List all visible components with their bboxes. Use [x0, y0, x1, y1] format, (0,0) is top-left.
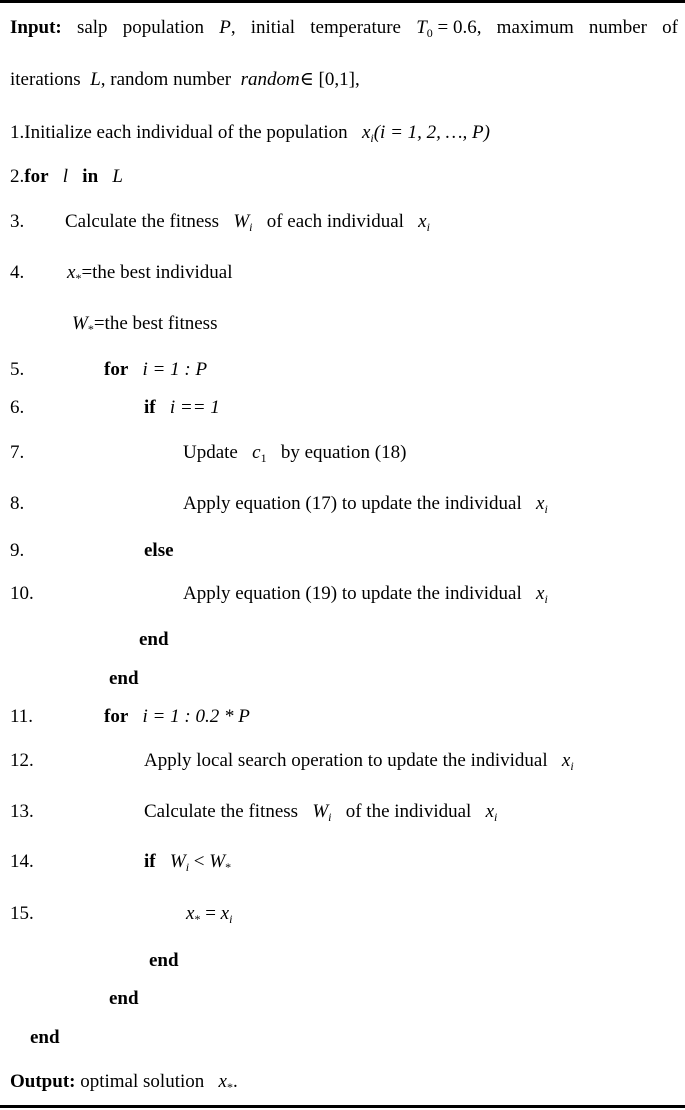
step-7 [183, 441, 406, 465]
step-text: Apply equation (19) to update the individual [183, 583, 522, 604]
step-number: 7. [10, 442, 25, 463]
var-w: W [72, 313, 88, 334]
output-label-tail: t: [62, 1071, 76, 1092]
bottom-rule [0, 1105, 685, 1108]
step-text: Calculate the fitness [65, 211, 220, 232]
step-number: 12. [10, 750, 34, 771]
top-rule [0, 0, 685, 3]
input-temp-value: = 0.6 [437, 17, 477, 38]
input-word: salp [76, 17, 108, 38]
input-word: population [122, 17, 205, 38]
sub-star: * [87, 322, 94, 336]
input-range: ∈ [0,1], [299, 69, 360, 90]
var-w: W [233, 211, 250, 232]
var-x: x [67, 262, 76, 283]
var-x: x [536, 493, 545, 514]
step-text: Update [183, 442, 238, 463]
step-number: 3. [10, 211, 25, 232]
input-word: initial [250, 17, 296, 38]
input-word: temperature [310, 17, 401, 38]
sub-i: i [570, 759, 574, 773]
var-w: W [312, 801, 329, 822]
sub-star: * [75, 271, 82, 285]
input-line-2 [10, 68, 360, 92]
input-word: maximum [496, 17, 574, 38]
step-number: 9. [10, 540, 25, 561]
step-text: Initialize each individual of the population [24, 122, 348, 143]
period: . [232, 1071, 238, 1092]
step-number: 4. [10, 262, 25, 283]
var-w: W [169, 851, 186, 872]
keyword-for: for [104, 706, 129, 727]
var-x: x [536, 583, 545, 604]
sub-i: i [229, 912, 233, 926]
sub-1: 1 [260, 451, 267, 465]
step-number: 8. [10, 493, 25, 514]
sub-i: i [544, 592, 548, 606]
keyword-end: end [149, 950, 179, 971]
keyword-for: for [104, 359, 129, 380]
step-8 [183, 492, 548, 516]
sub-star: * [226, 1080, 233, 1094]
input-iterations: iterations [10, 69, 81, 90]
output-label: Outpu [10, 1071, 63, 1092]
sub-i: i [426, 220, 430, 234]
step-number: 5. [10, 359, 25, 380]
keyword-end: end [30, 1027, 60, 1048]
input-comma: , [230, 17, 236, 38]
step-15 [186, 902, 232, 926]
step-11 [104, 705, 250, 729]
step-number: 14. [10, 851, 34, 872]
var-x: x [220, 903, 230, 924]
step-number: 11. [10, 706, 34, 727]
step-number: 6. [10, 397, 25, 418]
less-than: < [193, 851, 205, 872]
var-w: W [209, 851, 226, 872]
var-x: x [418, 211, 427, 232]
input-random-text: , random number [100, 69, 232, 90]
keyword-in: in [82, 166, 99, 187]
step-5 [104, 358, 207, 382]
step-text: of each individual [266, 211, 404, 232]
step-10 [183, 582, 548, 606]
keyword-if: if [144, 851, 156, 872]
keyword-for: for [24, 166, 49, 187]
output-line [10, 1070, 238, 1094]
index-range: (i = 1, 2, …, P) [373, 122, 490, 143]
step-4b [72, 312, 217, 336]
step-number: 1. [10, 122, 25, 143]
keyword-end: end [109, 988, 139, 1009]
input-word: of [662, 17, 678, 38]
input-var-p: P [219, 17, 231, 38]
keyword-end: end [139, 629, 169, 650]
var-l: l [62, 166, 69, 187]
step-text: =the best individual [81, 262, 233, 283]
step-number: 13. [10, 801, 34, 822]
output-text: optimal solution [80, 1071, 205, 1092]
var-x: x [361, 122, 371, 143]
loop-expression: i = 1 : P [142, 359, 208, 380]
step-text: by equation (18) [280, 442, 407, 463]
step-13 [144, 800, 497, 824]
sub-i: i [370, 131, 374, 145]
var-x: x [561, 750, 571, 771]
sub-star: * [194, 912, 201, 926]
input-word: number [588, 17, 647, 38]
step-text: Apply equation (17) to update the individual [183, 493, 522, 514]
sub-i: i [544, 502, 548, 516]
step-2 [10, 165, 123, 189]
var-x: x [485, 801, 495, 822]
step-number: 10. [10, 583, 34, 604]
condition-expression: i == 1 [169, 397, 220, 418]
input-var-l: L [90, 69, 101, 90]
var-x: x [218, 1071, 227, 1092]
step-4 [67, 261, 233, 285]
keyword-else: else [144, 540, 174, 561]
step-1 [10, 121, 490, 145]
step-text: Calculate the fitness [144, 801, 299, 822]
var-x: x [186, 903, 195, 924]
input-var-t: T [416, 17, 427, 38]
input-sub-0: 0 [426, 26, 433, 40]
sub-i: i [328, 810, 332, 824]
step-6 [144, 396, 220, 420]
step-3 [65, 210, 430, 234]
input-line-1 [10, 16, 678, 40]
sub-i: i [185, 860, 190, 874]
input-comma: , [476, 17, 482, 38]
keyword-if: if [144, 397, 156, 418]
step-14 [144, 850, 231, 874]
keyword-end: end [109, 668, 139, 689]
step-number: 2. [10, 166, 25, 187]
step-text: Apply local search operation to update the individual [144, 750, 548, 771]
step-text: of the individual [345, 801, 472, 822]
sub-i: i [249, 220, 253, 234]
var-L: L [112, 166, 123, 187]
sub-i: i [494, 810, 498, 824]
input-var-random: random [240, 69, 300, 90]
input-label: Input: [10, 17, 62, 38]
loop-expression: i = 1 : 0.2 * P [142, 706, 250, 727]
step-text: =the best fitness [93, 313, 218, 334]
step-12 [144, 749, 574, 773]
var-c: c [252, 442, 261, 463]
equals: = [205, 903, 216, 924]
sub-star: * [225, 860, 232, 874]
step-number: 15. [10, 903, 34, 924]
